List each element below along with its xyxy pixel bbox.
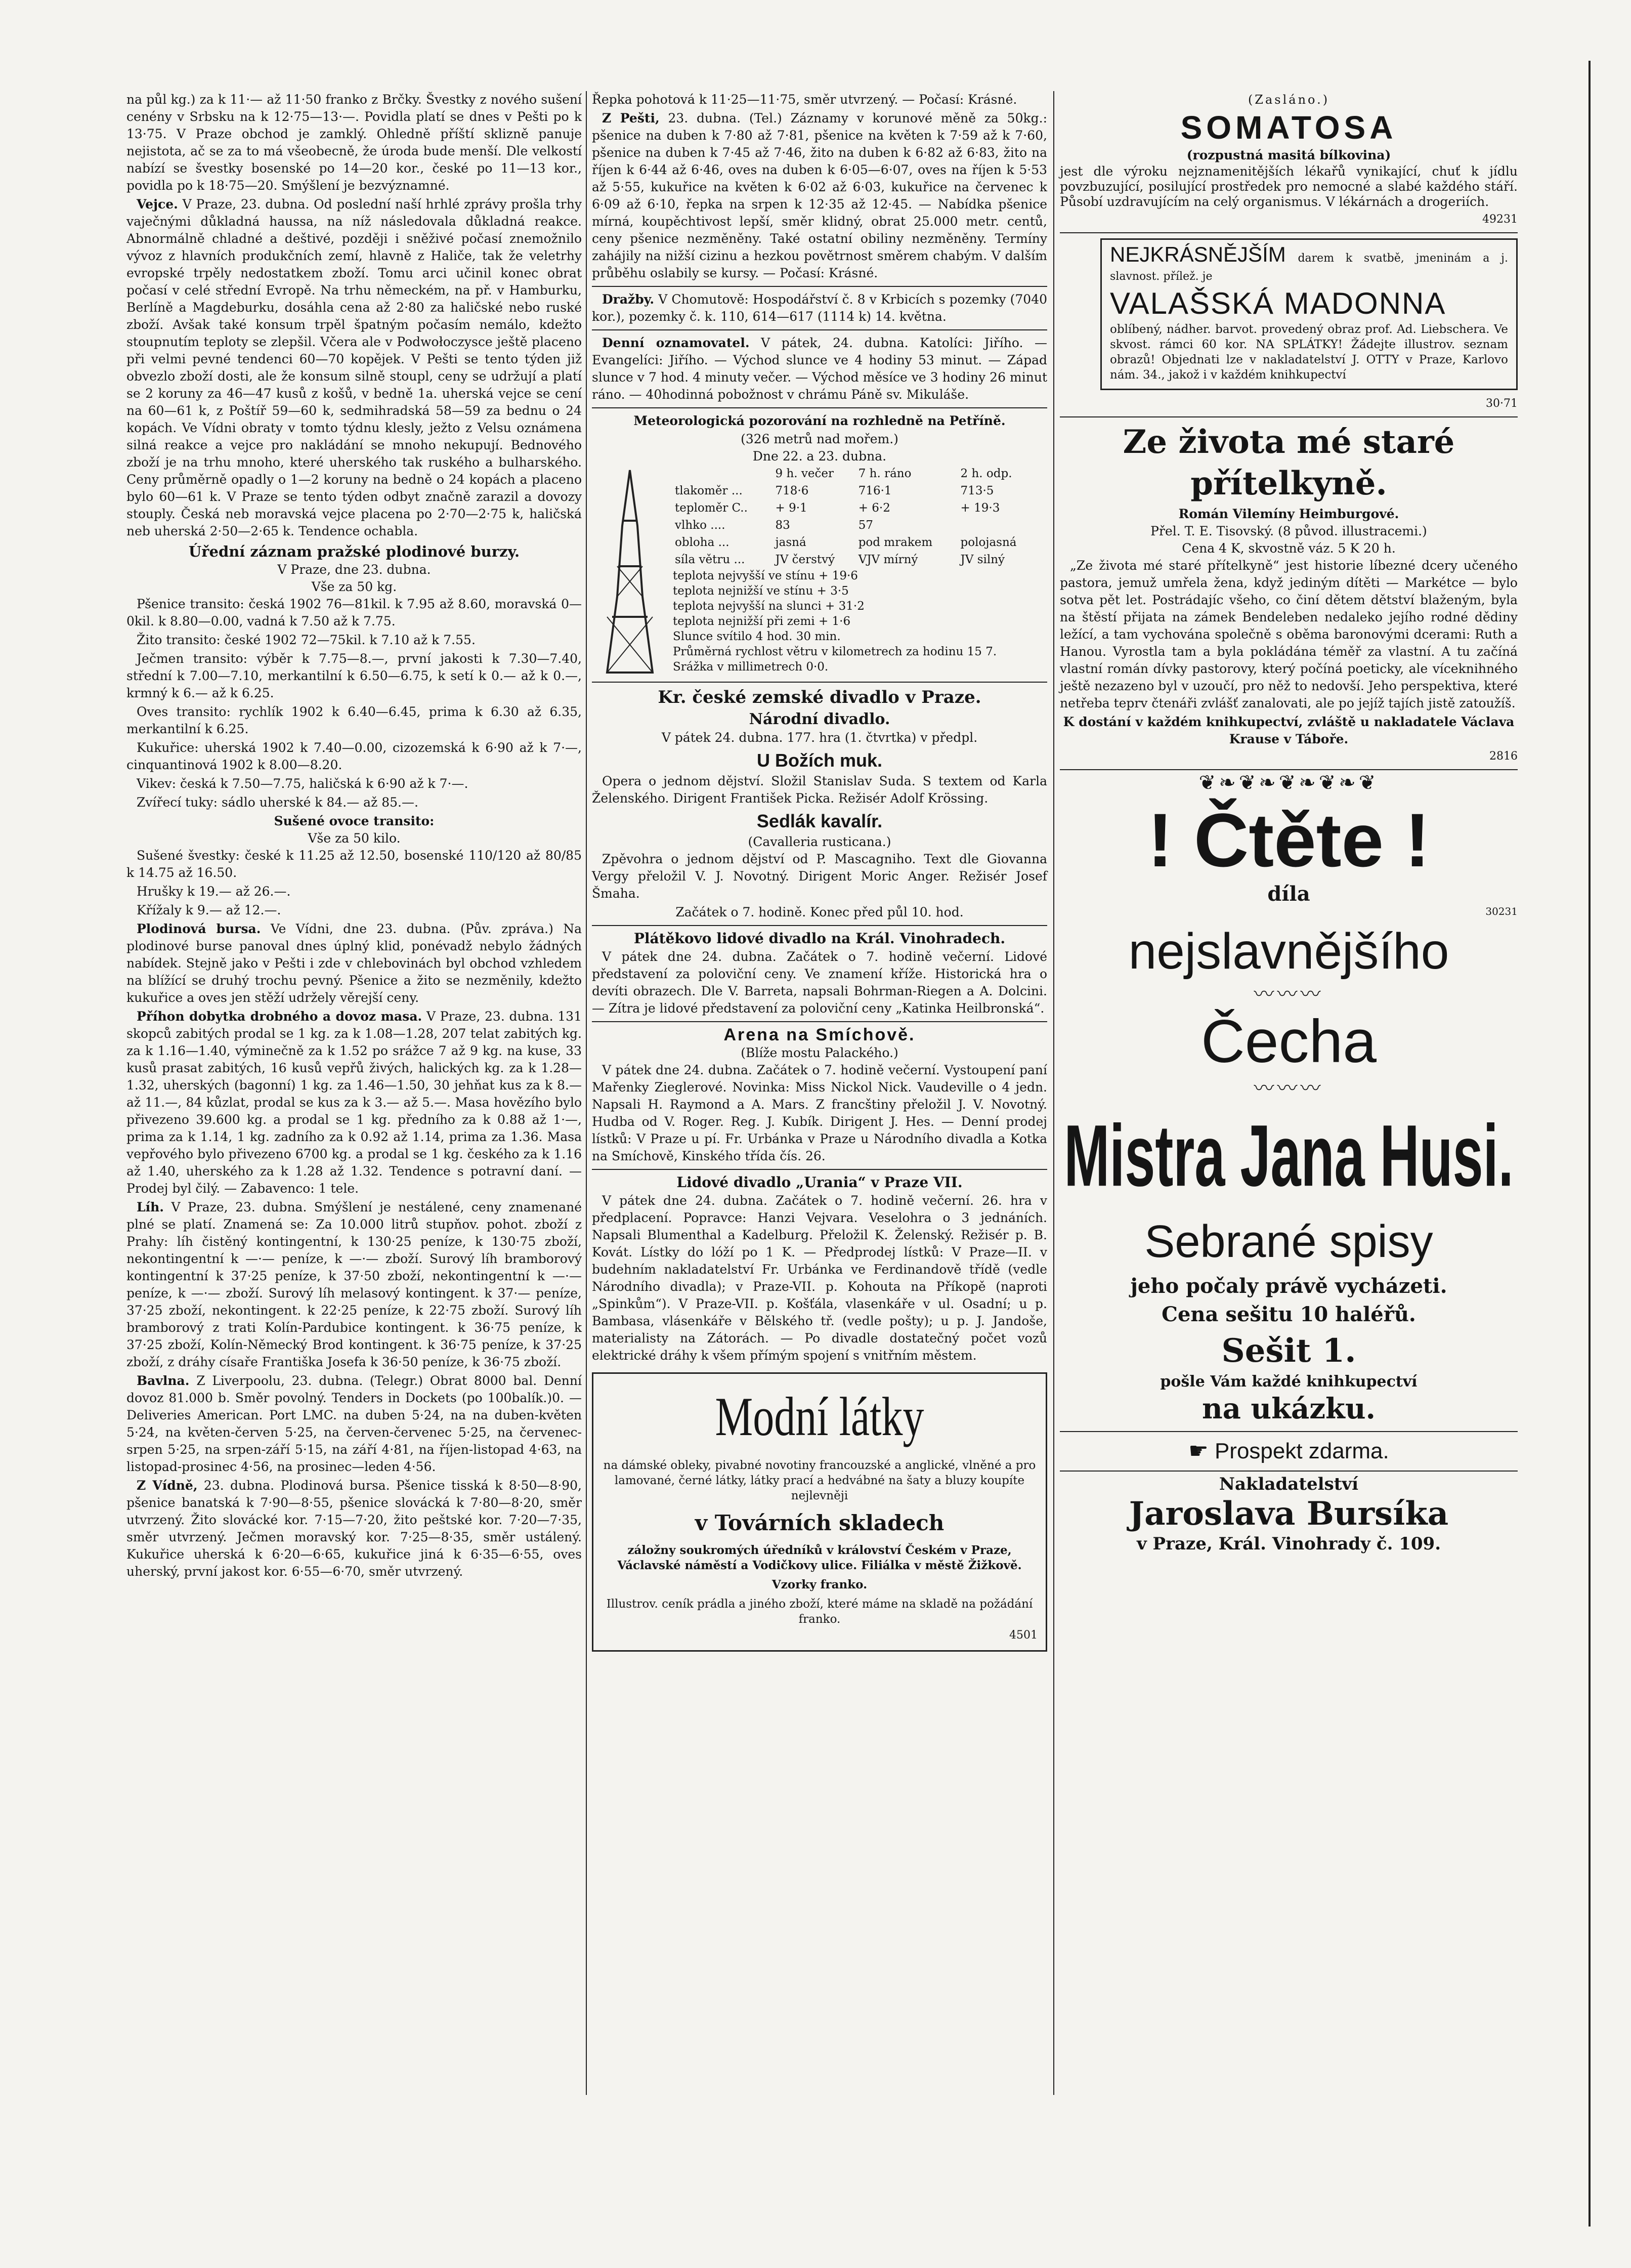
auctions-text: V Chomutově: Hospodářství č. 8 v Krbicích s pozemky (7040 kor.), pozemky č. k. 110, 614—617 (1114 k) 14. května. [592, 292, 1047, 324]
grain-item: Oves transito: rychlík 1902 k 6.40—6.45, prima k 6.30 až 6.35, merkantilní k 6.25. [126, 704, 582, 736]
pointing-hand-icon: ☛ [1188, 1439, 1209, 1463]
cattle-report [126, 1008, 582, 1197]
fabric-advertisement [592, 1372, 1047, 1652]
pest-report [592, 110, 1047, 282]
meteo-cell: polojasná [960, 536, 1017, 549]
dried-fruit-heading: Sušené ovoce transito: [274, 814, 435, 828]
meteo-cell: 83 [775, 519, 790, 532]
somatosa-sub: (rozpustná masitá bílkovina) [1186, 148, 1391, 162]
madonna-advertisement [1100, 238, 1518, 390]
meteo-extra-line: teplota nejnižší při zemi + 1·6 [673, 615, 851, 628]
divider [1060, 1471, 1518, 1472]
meteo-cell: + 19·3 [960, 501, 1000, 515]
fabric-ad-title: Modní látky [715, 1386, 924, 1448]
meteo-cell: jasná [775, 536, 806, 549]
meteo-col-head: 2 h. odp. [960, 467, 1012, 480]
meteo-label: teploměr C.. [675, 501, 748, 515]
meteo-extra-line: Srážka v millimetrech 0·0. [673, 660, 829, 674]
pest-text: 23. dubna. (Tel.) Záznamy v korunové měně za 50kg.: pšenice na duben k 7·80 až 7·81, pšenice na květen k 7·59 až k 7·60, pšenice na duben k 7·45 až 7·46, žito na duben k 6·82 až 6·83, žito na říjen k 6·44 až 6·46, oves na duben k 6·05—6·07, oves na říjen k 5·53 až 5·55, kukuřice na květen k 6·02 až 6·03, kukuřice na červenec k 6·09 až 6·10, řepka na srpen k 12·35 až 12·45. — Nabídka pšenice mírná, koupěchtivost lepší, směr klidný, obrat 25.000 metr. centů, ceny pšenice nezměněny. Také ostatní obiliny nezměněny. Termíny zahájily na nižší cizinu a hezkou povětrnost směrem chabým. V dalším průběhu oslabily se kursy. — Počasí: Krásné. [592, 111, 1048, 280]
auctions-head: Dražby. [602, 292, 655, 307]
pest-head: Z Pešti, [602, 111, 660, 125]
divider [592, 329, 1047, 330]
hus-ad-most-famous: nejslavnějšího [1128, 923, 1449, 980]
somatosa-text: jest dle výroku nejznamenitějších lékařů vynikající, chuť k jídlu povzbuzující, posilující prostředek pro nemocné a slabé každého stáří. Působí uzdravujícím na celý organismus. V lékárnách a drogeriích. [1060, 164, 1518, 209]
eggs-text: V Praze, 23. dubna. Od poslední naší hrhlé zprávy prošla trhy vaječnými důkladná haussa, na níž následovala důkladná reakce. Abnormálně chladné a deštivé, později i sněživé počasí znemožnilo vývoz z hlavních produkčních zemí, hlavně z Haliče, tak že veletrhy evropské trpěly nedostatkem zboží. Tomu arci učinil konec obrat počasí v celé střední Evropě. Na trhu německém, na př. v Hamburku, Berlíně a Magdeburku, dosáhla cena až 2·80 za haličské nebo ruské zboží. Avšak také konsum trpěl špatným počasím nemálo, kdežto stoupnutím teploty se zlepšil. Včera ale v Podwołoczysce ještě placeno při velmi pevné tendenci 60—70 kopějek. V Pešti se tento týden již obvezlo zboží dosti, ale že konsum silně stoupl, ceny se udržují a platí se 2 koruny za 46—47 kusů z košů, v bedně 1a. uherská vejce se cení na 60—61 k, z Poštíř 59—60 k, sedmihradská 58—59 za bednu o 24 kopách. Ve Vídni obraty v tomto týdnu klesly, ježto z Velsu oznámena silná reakce a vejce pro nakládání se mnoho nekupují. Bednového zboží je na trhu mnoho, které uherského tak ruského a bulharského. Ceny průměrně opadly o 1—2 koruny na bedně o 24 kopách a placeno bylo 60—61 k. V Praze se tento týden odbyt značně zarazil a dovozy stouply. Česká neb moravská vejce placena po 2·70—2·75 k, haličská neb uherská 2·50—2·65 k. Tendence ochabla. [126, 197, 582, 538]
hus-ad-prospect-text: Prospekt zdarma. [1214, 1439, 1389, 1463]
play2-sub: (Cavalleria rusticana.) [748, 834, 891, 849]
vienna-report [126, 1477, 582, 1580]
theatre-heading: Kr. české zemské divadlo v Praze. [658, 687, 981, 707]
spirits-report [126, 1199, 582, 1371]
hus-advertisement [1060, 771, 1518, 1554]
fabric-ad-title2: v Továrních skladech [695, 1510, 945, 1535]
column-2 [592, 91, 1047, 1657]
cotton-head: Bavlna. [137, 1373, 190, 1388]
daily-announcer-head: Denní oznamovatel. [602, 335, 750, 350]
meteo-cell: 716·1 [858, 484, 892, 497]
meteo-sub: (326 metrů nad mořem.) [741, 432, 898, 446]
meteo-cell: 713·5 [960, 484, 994, 497]
grain-item: Pšenice transito: česká 1902 76—81kil. k 7.95 až 8.60, moravská 0—0kil. k 8.80—0.00, vadná k 7.50 až k 7.75. [126, 597, 582, 628]
column-rule-left [586, 91, 587, 2095]
meteo-row [673, 499, 1037, 517]
vienna-head: Z Vídně, [137, 1478, 198, 1493]
divider [592, 286, 1047, 287]
prunes-report: na půl kg.) za k 11·— až 11·50 franko z Brčky. Švestky z nového sušení cenény v Srbsku na k 12·75—13·—. Povidla platí se dnes v Pešti po k 13·75. V Praze obchod je zamklý. Ohledně příští sklizně panuje nejistota, ač se za to má všeobecně, že úroda bude menší. Dle velkostí nabízí se švestky bosenské po 14—20 kor., české po 11—13 kor., povidla po k 18·75—20. Smýšlení je bezvýznamné. [126, 92, 582, 193]
play2-text: Zpěvohra o jednom dějství od P. Mascagniho. Text dle Giovanna Vergy přeložil V. J. Novotný. Dirigent Moric Anger. Režisér Josef Šmaha. [592, 852, 1047, 901]
spirits-head: Líh. [137, 1200, 164, 1214]
divider [592, 1169, 1047, 1170]
meteo-extra-line: teplota nejvyšší ve stínu + 19·6 [673, 569, 858, 582]
theatre4-title: Lidové divadlo „Urania“ v Praze VII. [676, 1174, 963, 1191]
madonna-number: 30·71 [1486, 397, 1518, 410]
hus-ad-sample: na ukázku. [1201, 1392, 1376, 1425]
grain-item: Vikev: česká k 7.50—7.75, haličská k 6·90 až k 7·—. [137, 776, 468, 791]
grain-item: Kukuřice: uherská 1902 k 7.40—0.00, cizozemská k 6·90 až k 7·—, cinquantinová 1902 k 8.00—8.20. [126, 740, 582, 772]
madonna-top-text: darem k svatbě, jmeninám a j. slavnost. přílež. je [1110, 252, 1508, 283]
meteo-cell: 718·6 [775, 484, 809, 497]
divider [592, 682, 1047, 683]
meteo-title: Meteorologická pozorování na rozhledně na Petříně. [633, 413, 1006, 428]
hus-ad-started: jeho počaly právě vycházeti. [1130, 1274, 1447, 1298]
divider [592, 407, 1047, 408]
divider [1060, 769, 1518, 770]
grain-item: Zvířecí tuky: sádlo uherské k 84.— až 85.—. [137, 795, 418, 810]
meteo-cell: + 6·2 [858, 501, 890, 515]
fabric-ad-number: 4501 [1009, 1629, 1038, 1642]
somatosa-title: SOMATOSA [1180, 109, 1397, 146]
book-translator: Přel. T. E. Tisovský. (8 původ. illustracemi.) [1150, 524, 1427, 538]
meteo-col-head: 7 h. ráno [858, 467, 912, 480]
madonna-text: oblíbený, nádher. barvot. provedený obraz prof. Ad. Liebschera. Ve skvost. rámci 60 kor. NA SPLÁTKY! Žádejte illustrov. seznam obrazů! Objednati lze v nakladatelství J. OTTY v Praze, Karlovo nám. 34., jakož i v každém knihkupectví [1110, 323, 1508, 382]
hus-ad-publisher-label: Nakladatelství [1219, 1474, 1359, 1494]
produce-exchange-report [126, 920, 582, 1006]
meteo-cell [959, 517, 1037, 534]
meteo-row [673, 534, 1037, 551]
hus-ad-address: v Praze, Král. Vinohrady č. 109. [1136, 1534, 1441, 1554]
hus-ad-send: pošle Vám každé knihkupectví [1160, 1373, 1418, 1391]
column-1 [126, 91, 582, 1582]
meteo-date: Dne 22. a 23. dubna. [752, 449, 887, 464]
divider [592, 925, 1047, 926]
somatosa-number: 49231 [1482, 213, 1518, 226]
book-number: 2816 [1489, 750, 1518, 763]
fabric-ad-text: na dámské obleky, pivabné novotiny francouzské a anglické, vlněné a pro lamované, černé látky, látky prací a hedvábné na šaty a bluzy koupíte nejlevněji [603, 1459, 1036, 1502]
meteo-header-row [673, 465, 1037, 482]
produce-exchange-text: Ve Vídni, dne 23. dubna. (Pův. zpráva.) Na plodinové burse panoval dnes úplný klid, ponévadž nebylo žádných nabídek. Stejně jako v Pešti i zde v chlebovinách byl obchod vzhledem na blížící se druhý trochu pevný. Pšenice a žito se nezměnily, kdežto kukuřice a oves jen stěží udržely věrejší ceny. [126, 921, 582, 1005]
meteo-label: síla větru ... [675, 553, 745, 566]
meteo-label: tlakoměr ... [675, 484, 743, 497]
play1-text: Opera o jednom dějství. Složil Stanislav Suda. S textem od Karla Želenského. Dirigent František Picka. Režisér Adolf Krössing. [592, 774, 1047, 806]
grain-unit: Vše za 50 kg. [311, 579, 397, 594]
divider [1060, 1431, 1518, 1432]
eggs-head: Vejce. [137, 197, 178, 212]
meteo-col-head: 9 h. večer [775, 467, 834, 480]
meteo-extra-line: teplota nejvyšší na slunci + 31·2 [673, 600, 865, 613]
meteo-cell: pod mrakem [858, 536, 933, 549]
zaslano-label: (Zasláno.) [1248, 93, 1330, 107]
cotton-text: Z Liverpoolu, 23. dubna. (Telegr.) Obrat 8000 bal. Denní dovoz 81.000 b. Směr povolný. Tenders in Dockets (po 100balík.)0. — Deliveries American. Port LMC. na duben 5·24, na na duben-květen 5·24, na květen-červen 5·25, na červen-červenec 5·25, na červenec-srpen 5·25, na srpen-září 5·15, na září 4·81, na říjen-listopad 4·63, na listopad-prosinec 4·56, na prosinec—leden 4·56. [126, 1373, 582, 1474]
grain-date: V Praze, dne 23. dubna. [277, 562, 431, 577]
meteo-cell: VJV mírný [858, 553, 918, 566]
daily-announcer-text: V pátek, 24. dubna. Katolíci: Jiřího. — Evangelíci: Jiřího. — Východ slunce ve 4 hodiny 53 minut. — Západ slunce v 7 hod. 4 minuty večer. — Východ měsíce ve 3 hodiny 26 minut ráno. — 40hodinná pobožnost v chrámu Páně sv. Mikuláše. [592, 335, 1047, 402]
meteo-extra-line: Průměrná rychlost větru v kilometrech za hodinu 15 7. [673, 645, 997, 658]
dried-item: Křížaly k 9.— až 12.—. [137, 903, 281, 917]
meteo-cell: JV čerstvý [775, 553, 835, 566]
grain-item: Žito transito: české 1902 72—75kil. k 7.10 až k 7.55. [137, 633, 476, 647]
petrin-tower-image [592, 465, 668, 678]
madonna-top-label: NEJKRÁSNĚJŠÍM [1110, 242, 1286, 266]
dried-fruit-unit: Vše za 50 kilo. [308, 831, 401, 846]
dried-item: Hrušky k 19.— až 26.—. [137, 884, 291, 899]
meteo-cell: 57 [858, 519, 873, 532]
hus-ad-price: Cena sešitu 10 haléřů. [1162, 1303, 1416, 1326]
grain-exchange-heading: Úřední záznam pražské plodinové burzy. [188, 543, 520, 560]
hus-ad-read: ! Čtěte ! [1147, 797, 1430, 883]
meteo-label: obloha ... [675, 536, 729, 549]
meteo-row [673, 482, 1037, 499]
theatre3-sub: (Blíže mostu Palackého.) [741, 1045, 898, 1060]
meteo-label: vlhko .... [675, 519, 725, 532]
meteo-cell: + 9·1 [775, 501, 807, 515]
hus-ad-issue: Sešit 1. [1221, 1332, 1356, 1370]
play2-time: Začátek o 7. hodině. Konec před půl 10. hod. [675, 905, 964, 919]
hus-ad-czech: Čecha [1201, 1007, 1377, 1075]
hus-ad-number: 30231 [1485, 905, 1518, 917]
auctions-report [592, 291, 1047, 325]
dried-item: Sušené švestky: české k 11.25 až 12.50, bosenské 110/120 až 80/85 k 14.75 až 16.50. [126, 848, 582, 880]
rapeseed-report: Řepka pohotová k 11·25—11·75, směr utvrzený. — Počasí: Krásné. [592, 92, 1017, 107]
theatre-subheading: Národní divadlo. [749, 710, 890, 728]
meteo-row [673, 517, 1037, 534]
column-rule-right [1053, 91, 1054, 2095]
spirits-text: V Praze, 23. dubna. Smýšlení je nestálené, ceny znamenané plné se platí. Znamená se: Za 10.000 litrů stupňov. pohot. zboží z Prahy: líh čistěný kontingentní, k 130·25 peníze, k 130·75 zboží, nekontingentní k —·— peníze, k —·— zboží. Surový líh bramborový kontingentní k 37·25 peníze, k 37·50 zboží, nekontingentní k —·— peníze, k —·— zboží. Surový líh melasový kontingent. k 37·— peníze, 37·25 zboží, nekontingent. k 22·25 peníze, k 22·75 zboží. Surový líh bramborový z trati Kolín-Pardubice kontingent. k 36·75 peníze, k 37·25 zboží, Kolín-Německý Brod kontingent. k 36·75 peníze, k 37·25 zboží, z dráhy císaře Františka Josefa k 36·50 peníze, k 36·75 zboží. [126, 1200, 582, 1369]
theatre3-title: Arena na Smíchově. [723, 1025, 916, 1044]
theatre2-title: Plátěkovo lidové divadlo na Král. Vinohradech. [633, 930, 1006, 947]
madonna-title: VALAŠSKÁ MADONNA [1110, 286, 1446, 320]
theatre4-text: V pátek dne 24. dubna. Začátek o 7. hodině večerní. 26. hra v předplacení. Popravce: Hanzi Vejvara. Veselohra o 3 jednáních. Napsali Blumenthal a Kadelburg. Přeložil K. Želenský. Režisér p. B. Kovát. Lístky do lóží po 1 K. — Předprodej lístků: V Praze—II. v budehním nakladatelství Fr. Urbánka ve Ferdinandově třídě (vedle Národního divadla); v Praze-VII. p. Kohouta na Příkopě (naproti „Spinkům“). V Praze-VII. p. Košťála, vlasenkáře v ul. Osadní; u p. Bambasa, vlásenkáře v Bělského tř. (vedle pošty); u p. J. Jandoše, materialisty na Zátorách. — Po divadle dostatečný počet vozů elektrické dráhy k všem přímým spojení s vnitřním městem. [592, 1193, 1047, 1363]
hus-ad-prospect [1060, 1436, 1518, 1466]
meteo-extra-line: teplota nejnižší ve stínu + 3·5 [673, 584, 849, 598]
ornament-swash: 〰〰〰 [1254, 1077, 1324, 1100]
cotton-report [126, 1372, 582, 1476]
divider [1060, 416, 1518, 417]
eggs-report [126, 196, 582, 540]
grain-item: Ječmen transito: výběr k 7.75—8.—, první jakosti k 7.30—7.40, střední k 7.00—7.10, merkantilní k 6.50—6.75, k setí k 0.— až k 0.—, krmný k 6.— až k 6.25. [126, 651, 582, 700]
book-buy: K dostání v každém knihkupectví, zvláště u nakladatele Václava Krause v Táboře. [1063, 715, 1515, 746]
produce-exchange-head: Plodinová bursa. [137, 921, 261, 936]
divider [1060, 232, 1518, 233]
meteo-row [673, 551, 1037, 568]
hus-ad-works: díla [1267, 882, 1310, 906]
fabric-ad-text4: Illustrov. ceník prádla a jiného zboží, které máme na skladě na požádání franko. [606, 1598, 1033, 1626]
theatre2-text: V pátek dne 24. dubna. Začátek o 7. hodině večerní. Lidové představení za poloviční ceny. Ve znamení kříže. Historická hra o devíti obrazech. Dle V. Barreta, napsali Bohrman-Riegen a A. Dolcini. — Zítra je lidové představení za poloviční ceny „Katinka Heilbronská“. [592, 949, 1047, 1016]
book-price: Cena 4 K, skvostně váz. 5 K 20 h. [1182, 541, 1396, 556]
fabric-ad-text2: záložny soukromých úředníků v království Českém v Praze, Václavské náměstí a Vodičkovy ulice. Filiálka v městě Žižkově. [617, 1543, 1022, 1572]
madonna-top [1110, 242, 1508, 285]
theatre3-text: V pátek dne 24. dubna. Začátek o 7. hodině večerní. Vystoupení paní Mařenky Zieglerové. Novinka: Miss Nickol Nick. Vaudeville o 4 jedn. Napsali H. Raymond a A. Mars. Z francštiny přeložil J. V. Novotný. Hudba od V. Roger. Reg. J. Kubík. Dirigent J. Hes. — Denní prodej lístků: V Praze u pí. Fr. Urbánka v Praze u Národního divadla a Kotka na Smíchově, Kinského třída čís. 26. [592, 1063, 1047, 1163]
hus-ad-collected: Sebrané spisy [1144, 1216, 1433, 1267]
meteo-table [673, 465, 1037, 568]
ornament-swash: 〰〰〰 [1254, 983, 1324, 1006]
cattle-text: V Praze, 23. dubna. 131 skopců zabitých prodal se 1 kg. za k 1.08—1.28, 207 telat zabitých kg. za k 1.16—1.40, výminečně za k 1.52 po srážce 7 až 9 kg. na kuse, 33 kusů prasat zabitých, 16 kusů vepřů živých, halických kg. za k 1.28—1.32, uherských (bagonní) 1 kg. za 1.46—1.50, 30 jehňat kus za k 8.— až 11.—, 84 kůzlat, prodal se kus za k 3.— až 5.—. Masa hovězího bylo přivezeno 39.600 kg. a prodal se 1 kg. předního za k 0.88 až 1·—, prima za k 1.14, 1 kg. zadního za k 0.92 až 1.14, prima za 1.36. Masa vepřového bylo přivezeno 6700 kg. a prodal se 1 kg. českého za k 1.16 až 1.40, uherského za k 1.28 až 1.32. Tendence s potravní daní. — Prodej byl čilý. — Zabavenco: 1 tele. [126, 1009, 582, 1196]
meteo-extra-line: Slunce svítilo 4 hod. 30 min. [673, 630, 841, 643]
book-text: „Ze života mé staré přítelkyně“ jest historie líbezné dcery učeného pastora, jemuž umřela žena, když jediným dítěti — Markétce — bylo sotva pět let. Postrádajíc všeho, co činí dětem dětství blaženým, byla na štěstí přijata na zámek Bendeleben nedaleko jejího rodné dědiny ležící, a tam vychována společně s oběma baronovými dcerami: Ruth a Hanou. Vyrostla tam a byla pokládána téměř za vlastní. A tu začíná vlastní román dívky pastorovy, který počíná poeticky, ale víceknihného ještě nezazeno byl v uzoučí, pro něž to nedovší. Jeho perspektiva, které netřeba teprv čtenáři zvlášť zanalovati, ale po jejíž tajích jistě zatoužíš. [1060, 558, 1518, 710]
meteo-cell: JV silný [960, 553, 1005, 566]
divider [592, 1021, 1047, 1022]
cattle-head: Příhon dobytka drobného a dovoz masa. [137, 1009, 422, 1024]
play1-title: U Božích muk. [756, 750, 883, 771]
ornament-border: ❦❧❦❧❦❧❦❧❦ [1198, 771, 1379, 794]
column-3 [1060, 91, 1518, 1552]
hus-ad-master: Mistra Jana Husi. [1064, 1106, 1514, 1204]
book-author: Román Vilemíny Heimburgové. [1178, 507, 1399, 521]
vienna-text: 23. dubna. Plodinová bursa. Pšenice tisská k 8·50—8·90, pšenice banatská k 7·90—8·55, pšenice slovácká k 7·80—8·20, směr utvrzený. Žito slovácké kor. 7·15—7·20, žito peštské kor. 7·20—7·35, směr utvrzený. Ječmen moravský kor. 7·25—8·35, směr ustálený. Kukuřice uherská k 6·20—6·65, kukuřice jiná k 6·35—6·55, oves uherský, první jakost kor. 6·55—6·70, směr utvrzený. [126, 1478, 582, 1579]
theatre-line: V pátek 24. dubna. 177. hra (1. čtvrtka) v předpl. [661, 730, 978, 745]
hus-ad-publisher: Jaroslava Bursíka [1129, 1495, 1449, 1533]
book-title: Ze života mé staré přítelkyně. [1123, 423, 1455, 502]
fabric-ad-samples: Vzorky franko. [771, 1578, 868, 1591]
play2-title: Sedlák kavalír. [756, 811, 883, 831]
daily-announcer [592, 334, 1047, 403]
page-edge-rule [1589, 61, 1591, 2227]
